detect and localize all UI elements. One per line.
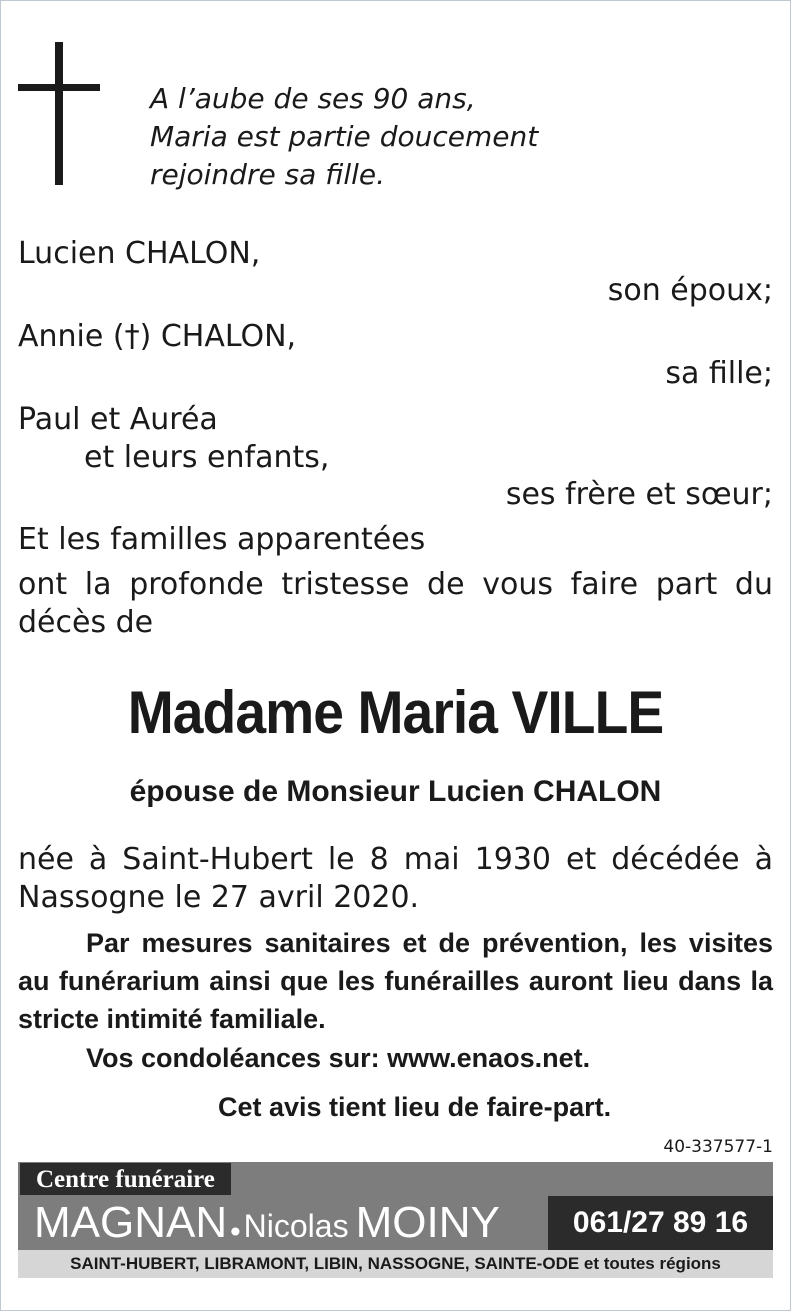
verse-line: A l’aube de ses 90 ans, <box>150 82 476 115</box>
verse-line: rejoindre sa fille. <box>150 158 386 191</box>
funeral-home-separator: • <box>227 1216 244 1249</box>
reference-number: 40-337577-1 <box>663 1137 773 1157</box>
faire-part-line: Cet avis tient lieu de faire-part. <box>218 1092 612 1122</box>
family-member-3-children: et leurs enfants, <box>84 440 330 475</box>
funeral-home-towns-suffix: et toutes régions <box>583 1254 721 1273</box>
funeral-home-name-1: MAGNAN <box>34 1198 228 1247</box>
condolences-line: Vos condoléances sur: www.enaos.net. <box>86 1043 591 1073</box>
family-member-4: Et les familles apparentées <box>18 522 426 557</box>
sanitary-notice-text: Par mesures sanitaires et de prévention, les visites au funérarium ainsi que les funérailles auront lieu dans la stricte intimité familiale. <box>18 928 773 1034</box>
funeral-home-phone: 061/27 89 16 <box>548 1196 773 1250</box>
family-role-1: son époux; <box>607 273 773 308</box>
funeral-home-towns-list: SAINT-HUBERT, LIBRAMONT, LIBIN, NASSOGNE, SAINTE-ODE <box>70 1254 580 1273</box>
family-role-2: sa fille; <box>665 356 773 391</box>
sanitary-notice <box>18 924 773 1038</box>
funeral-home-towns <box>18 1250 773 1278</box>
funeral-home-name <box>18 1196 548 1250</box>
spouse-line: épouse de Monsieur Lucien CHALON <box>129 775 662 808</box>
announcement: ont la profonde tristesse de vous faire part du décès de <box>18 567 773 640</box>
funeral-home-label: Centre funéraire <box>20 1163 231 1195</box>
family-role-3: ses frère et sœur; <box>505 477 773 512</box>
verse-line: Maria est partie doucement <box>150 120 539 153</box>
family-member-2: Annie (†) CHALON, <box>18 319 297 354</box>
family-member-1: Lucien CHALON, <box>18 236 261 271</box>
deceased-name: Madame Maria VILLE <box>127 679 664 746</box>
funeral-home-name-2b: MOINY <box>355 1198 500 1247</box>
birth-death-dates: née à Saint-Hubert le 8 mai 1930 et décédée à Nassogne le 27 avril 2020. <box>18 842 773 915</box>
family-member-3: Paul et Auréa <box>18 402 218 437</box>
funeral-home-name-2a: Nicolas <box>243 1208 349 1244</box>
verse <box>150 80 538 194</box>
